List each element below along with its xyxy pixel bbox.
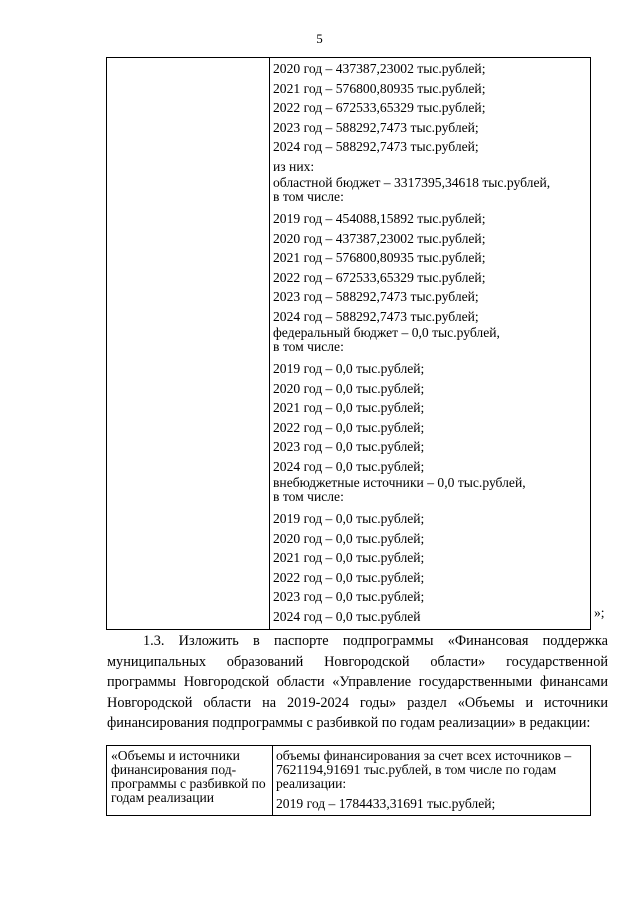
federal-budget-total: федеральный бюджет – 0,0 тыс.рублей, [273, 325, 500, 340]
table1-left-cell [107, 58, 270, 630]
funding-line: 2024 год – 0,0 тыс.рублей [273, 608, 421, 624]
funding-line: 2022 год – 672533,65329 тыс.рублей; [273, 100, 486, 115]
funding-line: 2020 год – 0,0 тыс.рублей; [273, 530, 425, 546]
funding-line: 2022 год – 672533,65329 тыс.рублей; [273, 269, 486, 285]
funding-line: 2020 год – 437387,23002 тыс.рублей; [273, 61, 486, 76]
including-label: в том числе: [273, 189, 344, 204]
including-label: в том числе: [273, 489, 344, 504]
funding-line: 2024 год – 588292,7473 тыс.рублей; [273, 308, 479, 324]
funding-line: 2019 год – 1784433,31691 тыс.рублей; [276, 796, 496, 811]
funding-line: 2021 год – 0,0 тыс.рублей; [273, 400, 425, 415]
funding-line: 2019 год – 454088,15892 тыс.рублей; [273, 211, 486, 226]
funding-line: 2024 год – 588292,7473 тыс.рублей; [273, 139, 479, 154]
funding-line: 2023 год – 0,0 тыс.рублей; [273, 439, 425, 454]
table2-left-cell: «Объемы и источники финансирования под-программы с разбивкой по годам реализации [107, 746, 273, 816]
extrabudgetary-total: внебюджетные источники – 0,0 тыс.рублей, [273, 475, 526, 490]
funding-line: 2021 год – 576800,80935 тыс.рублей; [273, 250, 486, 265]
funding-line: 2021 год – 0,0 тыс.рублей; [273, 550, 425, 565]
total-funding-text: объемы финансирования за счет всех источников – 7621194,91691 тыс.рублей, в том числе по годам реализации: [276, 748, 572, 791]
funding-line: 2023 год – 588292,7473 тыс.рублей; [273, 119, 479, 135]
funding-line: 2022 год – 0,0 тыс.рублей; [273, 419, 425, 435]
funding-line: 2023 год – 0,0 тыс.рублей; [273, 589, 425, 604]
funding-line: 2019 год – 0,0 тыс.рублей; [273, 361, 425, 376]
table1-right-cell [270, 58, 591, 630]
funding-line: из них: [273, 158, 315, 174]
funding-line: 2020 год – 437387,23002 тыс.рублей; [273, 230, 486, 246]
closing-quote: »; [594, 605, 605, 620]
funding-table-continued [106, 57, 591, 630]
funding-line: 2024 год – 0,0 тыс.рублей; [273, 458, 425, 474]
funding-line: 2019 год – 0,0 тыс.рублей; [273, 511, 425, 526]
regional-budget-total: областной бюджет – 3317395,34618 тыс.рублей, [273, 175, 551, 190]
funding-sources-table [106, 745, 591, 816]
funding-line: 2022 год – 0,0 тыс.рублей; [273, 569, 425, 585]
funding-line: 2021 год – 576800,80935 тыс.рублей; [273, 80, 486, 96]
funding-line: 2023 год – 588292,7473 тыс.рублей; [273, 289, 479, 304]
table2-right-cell [273, 746, 591, 816]
page-number: 5 [316, 31, 323, 46]
amendment-paragraph: 1.3. Изложить в паспорте подпрограммы «Финансовая поддержка муниципальных образований Новгородской области» государственной программы Новгородской области «Управление государственными финансами Новгородской области на 2019-2024 годы» раздел «Объемы и источники финансирования подпрограммы с разбивкой по годам реализации» в редакции: [107, 633, 608, 731]
funding-line: 2020 год – 0,0 тыс.рублей; [273, 380, 425, 396]
including-label: в том числе: [273, 339, 344, 354]
